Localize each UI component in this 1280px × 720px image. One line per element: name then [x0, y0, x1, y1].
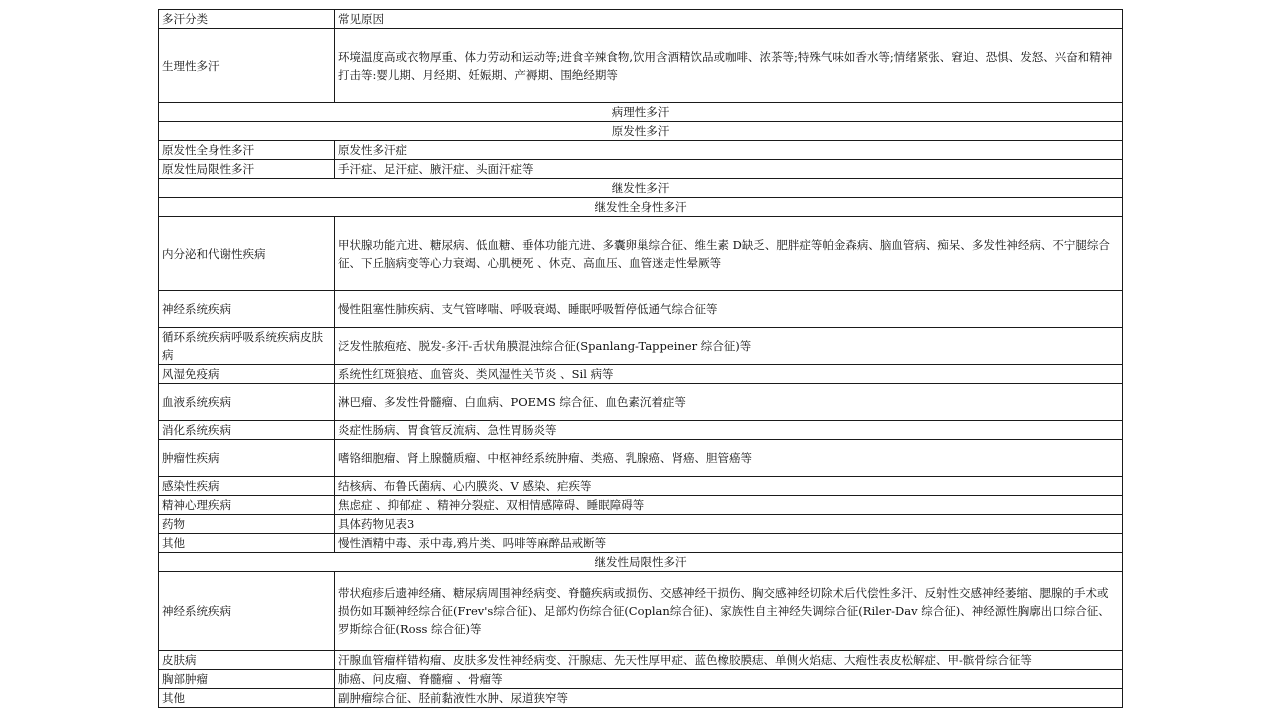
table-row	[159, 670, 1123, 689]
section-title-secondary-local: 继发性局限性多汗	[159, 553, 1123, 572]
row-category: 胸部肿瘤	[159, 670, 335, 689]
table-row	[159, 328, 1123, 365]
row-cause: 副肿瘤综合征、胫前黏液性水肿、尿道狭窄等	[335, 689, 1123, 708]
table-row	[159, 421, 1123, 440]
row-category: 精神心理疾病	[159, 496, 335, 515]
row-cause: 原发性多汗症	[335, 141, 1123, 160]
row-category: 其他	[159, 534, 335, 553]
section-row	[159, 179, 1123, 198]
table-row	[159, 29, 1123, 103]
table-row	[159, 141, 1123, 160]
row-cause: 甲状腺功能亢进、糖尿病、低血糖、垂体功能亢进、多囊卵巢综合征、维生素 D缺乏、肥胖症等帕金森病、脑血管病、痴呆、多发性神经病、不宁腿综合征、下丘脑病变等心力衰竭、心肌梗死 、休克、高血压、血管迷走性晕厥等	[335, 217, 1123, 291]
table-row	[159, 365, 1123, 384]
row-cause: 嗜铬细胞瘤、肾上腺髓质瘤、中枢神经系统肿瘤、类癌、乳腺癌、肾癌、胆管癌等	[335, 440, 1123, 477]
row-cause: 慢性酒精中毒、汞中毒,鸦片类、吗啡等麻醉品戒断等	[335, 534, 1123, 553]
row-category: 风湿免疫病	[159, 365, 335, 384]
row-cause: 系统性红斑狼疮、血管炎、类风湿性关节炎 、Sil 病等	[335, 365, 1123, 384]
row-cause: 泛发性脓疱疮、脱发-多汗-舌状角膜混浊综合征(Spanlang-Tappeiner 综合征)等	[335, 328, 1123, 365]
row-category: 感染性疾病	[159, 477, 335, 496]
row-category: 原发性全身性多汗	[159, 141, 335, 160]
section-row	[159, 122, 1123, 141]
table-header-row	[159, 10, 1123, 29]
row-cause: 焦虑症 、抑郁症 、精神分裂症、双相情感障碍、睡眠障碍等	[335, 496, 1123, 515]
row-category: 神经系统疾病	[159, 572, 335, 651]
row-category: 内分泌和代谢性疾病	[159, 217, 335, 291]
section-row	[159, 198, 1123, 217]
causes-of-hyperhidrosis-table	[158, 9, 1123, 708]
table-row	[159, 384, 1123, 421]
table-row	[159, 291, 1123, 328]
column-header-category: 多汗分类	[159, 10, 335, 29]
table-row	[159, 689, 1123, 708]
row-category: 循环系统疾病呼吸系统疾病皮肤病	[159, 328, 335, 365]
row-cause: 手汗症、足汗症、腋汗症、头面汗症等	[335, 160, 1123, 179]
row-cause: 具体药物见表3	[335, 515, 1123, 534]
row-category: 血液系统疾病	[159, 384, 335, 421]
table-row	[159, 217, 1123, 291]
row-cause: 结核病、布鲁氏菌病、心内膜炎、V 感染、疟疾等	[335, 477, 1123, 496]
row-category: 其他	[159, 689, 335, 708]
table-row	[159, 477, 1123, 496]
section-row	[159, 553, 1123, 572]
column-header-cause: 常见原因	[335, 10, 1123, 29]
row-category: 神经系统疾病	[159, 291, 335, 328]
row-cause: 带状疱疹后遗神经痛、糖尿病周围神经病变、脊髓疾病或损伤、交感神经干损伤、胸交感神经切除术后代偿性多汗、反射性交感神经萎缩、腮腺的手术或损伤如耳颞神经综合征(Frev's综合征)、足部灼伤综合征(Coplan综合征)、家族性自主神经失调综合征(Riler-Dav 综合征)、神经源性胸廓出口综合征、罗斯综合征(Ross 综合征)等	[335, 572, 1123, 651]
row-cause: 肺癌、问皮瘤、脊髓瘤 、骨瘤等	[335, 670, 1123, 689]
section-row	[159, 103, 1123, 122]
section-title-secondary: 继发性多汗	[159, 179, 1123, 198]
table-row	[159, 496, 1123, 515]
table-row	[159, 572, 1123, 651]
table-row	[159, 440, 1123, 477]
row-cause: 淋巴瘤、多发性骨髓瘤、白血病、POEMS 综合征、血色素沉着症等	[335, 384, 1123, 421]
row-category: 皮肤病	[159, 651, 335, 670]
row-category: 原发性局限性多汗	[159, 160, 335, 179]
section-title-primary: 原发性多汗	[159, 122, 1123, 141]
row-category: 肿瘤性疾病	[159, 440, 335, 477]
section-title-pathological: 病理性多汗	[159, 103, 1123, 122]
table-row	[159, 515, 1123, 534]
row-category: 消化系统疾病	[159, 421, 335, 440]
row-cause: 环境温度高或衣物厚重、体力劳动和运动等;进食辛辣食物,饮用含酒精饮品或咖啡、浓茶等;特殊气味如香水等;情绪紧张、窘迫、恐惧、发怒、兴奋和精神打击等:婴儿期、月经期、妊娠期、产褥期、围绝经期等	[335, 29, 1123, 103]
row-category: 生理性多汗	[159, 29, 335, 103]
section-title-secondary-general: 继发性全身性多汗	[159, 198, 1123, 217]
table-row	[159, 534, 1123, 553]
table-row	[159, 160, 1123, 179]
row-cause: 炎症性肠病、胃食管反流病、急性胃肠炎等	[335, 421, 1123, 440]
row-cause: 汗腺血管瘤样错构瘤、皮肤多发性神经病变、汗腺痣、先天性厚甲症、蓝色橡胶膜痣、单侧火焰痣、大疱性表皮松解症、甲-髌骨综合征等	[335, 651, 1123, 670]
table-row	[159, 651, 1123, 670]
row-cause: 慢性阻塞性肺疾病、支气管哮喘、呼吸衰竭、睡眠呼吸暂停低通气综合征等	[335, 291, 1123, 328]
row-category: 药物	[159, 515, 335, 534]
